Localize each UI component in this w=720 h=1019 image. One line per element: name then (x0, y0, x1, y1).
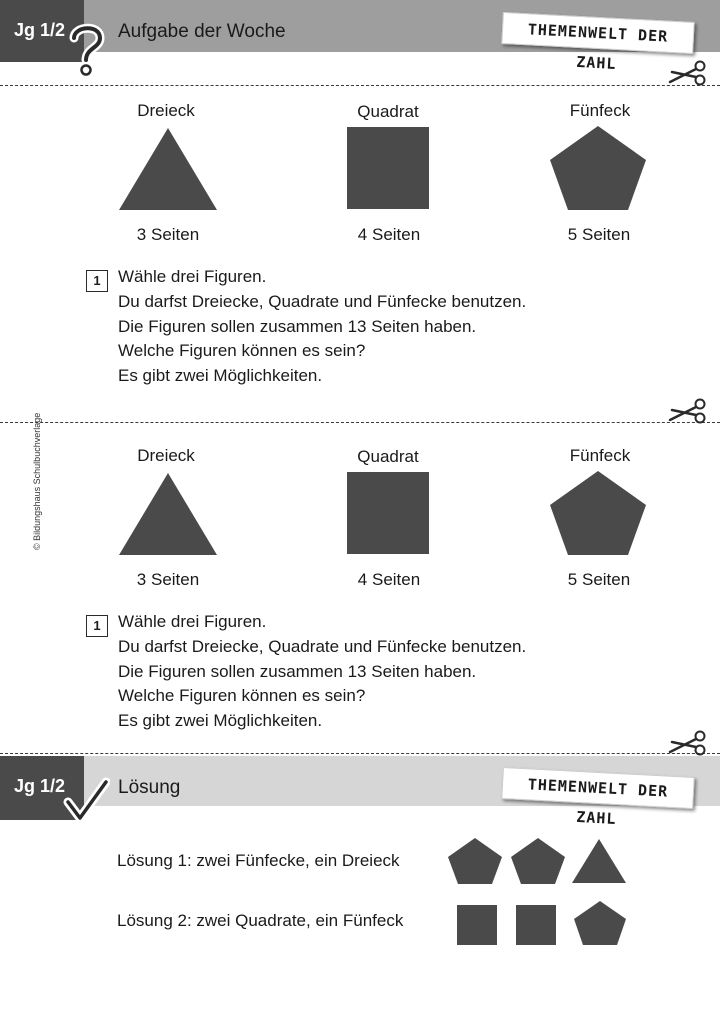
cut-line (0, 85, 720, 86)
task-line: Welche Figuren können es sein? (118, 686, 366, 705)
solution-title: Lösung (118, 777, 181, 798)
side-count-square: 4 Seiten (357, 225, 421, 244)
grade-label: Jg 1/2 (14, 20, 66, 40)
square-shape (515, 904, 557, 946)
brand-label: THEMENWELT DER ZAHL (501, 767, 694, 809)
cut-line (0, 422, 720, 423)
pentagon-shape (548, 469, 648, 557)
task-line: Wähle drei Figuren. (118, 267, 267, 286)
solution-line-1: Lösung 1: zwei Fünfecke, ein Dreieck (117, 851, 400, 870)
task-line: Du darfst Dreiecke, Quadrate und Fünfecke benutzen. (118, 292, 527, 311)
pentagon-shape (572, 899, 628, 947)
shape-name-square: Quadrat (357, 102, 419, 121)
task-line: Es gibt zwei Möglichkeiten. (118, 711, 323, 730)
task-line: Du darfst Dreiecke, Quadrate und Fünfecke benutzen. (118, 637, 527, 656)
square-shape (456, 904, 498, 946)
task-line: Welche Figuren können es sein? (118, 341, 366, 360)
shape-name-square: Quadrat (357, 447, 419, 466)
task-number: 1 (86, 615, 108, 637)
triangle-shape (117, 471, 219, 557)
brand-label: THEMENWELT DER ZAHL (501, 12, 694, 54)
pentagon-shape (509, 836, 567, 886)
task-line: Es gibt zwei Möglichkeiten. (118, 366, 323, 385)
question-mark-icon (66, 22, 106, 78)
shape-name-pentagon: Fünfeck (569, 101, 631, 120)
square-shape (346, 126, 430, 210)
side-count-triangle: 3 Seiten (136, 570, 200, 589)
task-line: Die Figuren sollen zusammen 13 Seiten haben. (118, 662, 477, 681)
solution-line-2: Lösung 2: zwei Quadrate, ein Fünfeck (117, 911, 404, 930)
shape-name-triangle: Dreieck (137, 446, 195, 465)
scissors-icon (668, 398, 708, 426)
scissors-icon (668, 730, 708, 758)
checkmark-icon (62, 776, 110, 824)
page-title: Aufgabe der Woche (118, 21, 286, 42)
pentagon-shape (548, 124, 648, 212)
pentagon-shape (446, 836, 504, 886)
side-count-pentagon: 5 Seiten (567, 570, 631, 589)
triangle-shape (117, 126, 219, 212)
task-number: 1 (86, 270, 108, 292)
side-count-pentagon: 5 Seiten (567, 225, 631, 244)
scissors-icon (668, 60, 708, 88)
task-line: Wähle drei Figuren. (118, 612, 267, 631)
side-count-square: 4 Seiten (357, 570, 421, 589)
square-shape (346, 471, 430, 555)
task-line: Die Figuren sollen zusammen 13 Seiten haben. (118, 317, 477, 336)
shape-name-pentagon: Fünfeck (569, 446, 631, 465)
triangle-shape (570, 837, 628, 885)
cut-line (0, 753, 720, 754)
grade-label: Jg 1/2 (14, 776, 66, 796)
side-count-triangle: 3 Seiten (136, 225, 200, 244)
shape-name-triangle: Dreieck (137, 101, 195, 120)
copyright-text: © Bildungshaus Schulbuchverlage (32, 412, 42, 550)
